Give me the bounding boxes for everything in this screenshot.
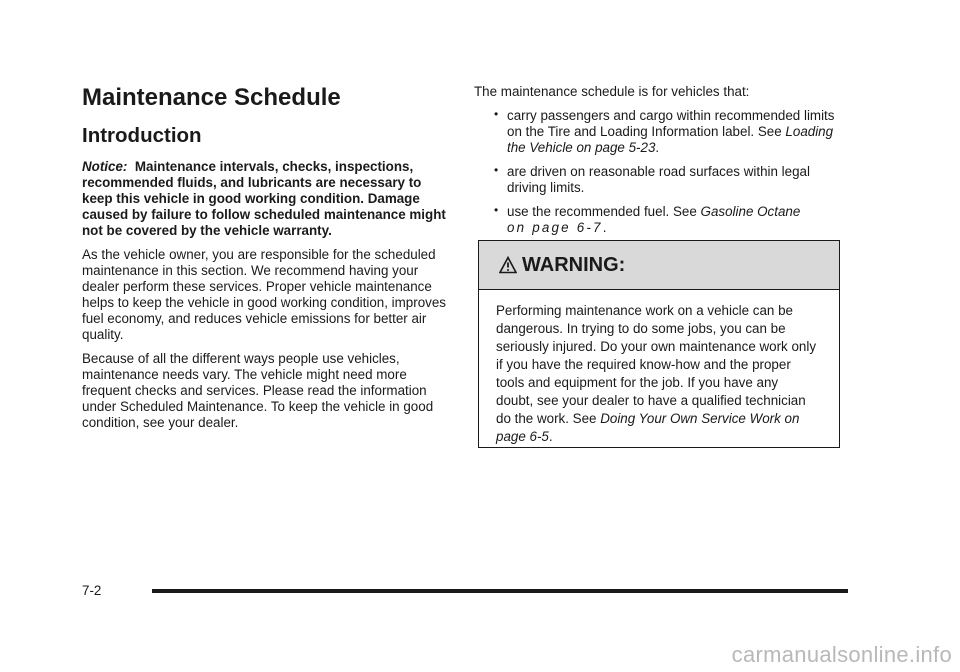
list-item (474, 108, 844, 156)
cross-reference-link[interactable]: Loading the Vehicle on page 5-23 (507, 124, 834, 155)
bullet-icon: • (494, 203, 499, 217)
notice-paragraph (82, 159, 446, 239)
schedule-intro: The maintenance schedule is for vehicles that: (474, 84, 750, 99)
needs-paragraph: Because of all the different ways people use vehicles, maintenance needs vary. The vehicle might need more frequent checks and services. Please read the information under Scheduled Maintenance. To keep the vehicle in good condition, see your dealer. (82, 351, 434, 430)
warning-box (478, 240, 840, 448)
list-item-text: carry passengers and cargo within recommended limits on the Tire and Loading Information label. See (507, 108, 835, 139)
cross-reference-link[interactable]: Gasoline Octane (700, 204, 801, 219)
notice-text: Maintenance intervals, checks, inspections, recommended fluids, and lubricants are necessary to keep this vehicle in good working condition. Damage caused by failure to follow scheduled maintenance might not be covered by the vehicle warranty. (82, 159, 446, 238)
warning-title: WARNING: (522, 253, 626, 276)
owner-paragraph: As the vehicle owner, you are responsible for the scheduled maintenance in this section. We recommend having your dealer perform these services. Proper vehicle maintenance helps to keep the vehicle in good working condition, improves fuel economy, and reduces vehicle emissions for better air quality. (82, 247, 446, 342)
footer-rule (152, 589, 848, 593)
warning-triangle-icon (499, 256, 517, 274)
vehicle-criteria-list (474, 108, 844, 236)
warning-header (479, 241, 839, 290)
list-item-text: are driven on reasonable road surfaces within legal driving limits. (507, 164, 810, 195)
bullet-icon: • (494, 107, 499, 121)
list-item (474, 204, 844, 236)
list-item-tail: . (602, 220, 607, 235)
list-item-text: use the recommended fuel. See (507, 204, 701, 219)
right-column (474, 84, 844, 244)
page-number: 7-2 (82, 583, 102, 598)
list-item-tail: . (655, 140, 660, 155)
page-title: Maintenance Schedule (82, 84, 341, 111)
bullet-icon: • (494, 163, 499, 177)
list-item (474, 164, 844, 196)
warning-tail: . (548, 429, 553, 444)
warning-text: Performing maintenance work on a vehicle can be dangerous. In trying to do some jobs, you can be seriously injured. Do your own maintenance work only if you have the required know-how and the proper tools and equipment for the job. If you have any doubt, see your dealer to have a qualified technician do the work. See (496, 303, 817, 426)
cross-reference-link[interactable]: Doing Your Own Service Work on page 6-5 (496, 411, 800, 444)
watermark: carmanualsonline.info (731, 642, 952, 667)
section-heading: Introduction (82, 124, 202, 147)
cross-reference-page[interactable]: on page 6-7 (507, 220, 603, 235)
left-column (82, 84, 446, 439)
notice-label: Notice: (82, 159, 128, 174)
warning-body (479, 290, 839, 446)
